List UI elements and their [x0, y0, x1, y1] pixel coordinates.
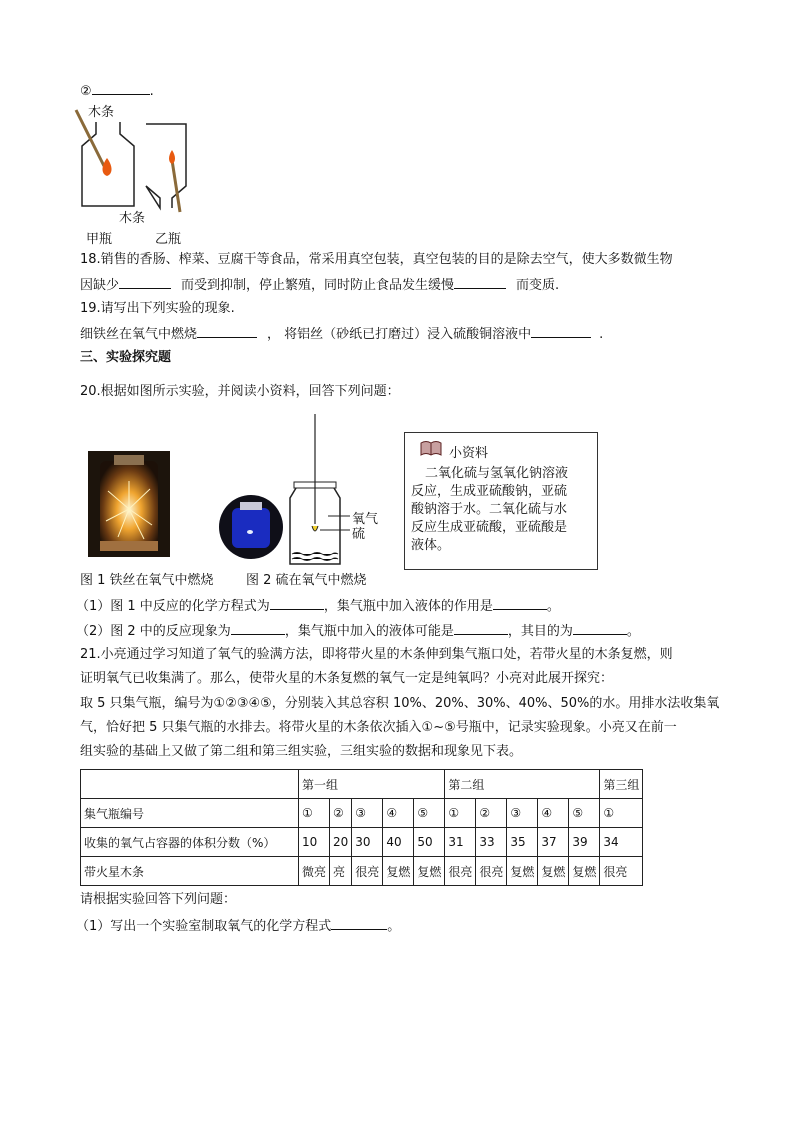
line-tail: . [149, 84, 154, 99]
sulfur-burning-photo [218, 494, 284, 560]
table-cell: 很亮 [600, 857, 643, 886]
table-cell: 39 [569, 828, 600, 857]
q21-line2: 证明氧气已收集满了。那么，使带火星的木条复燃的氧气一定是纯氧吗？小亮对此展开探究： [80, 671, 614, 686]
table-cell: 34 [600, 828, 643, 857]
q20-sub2 [76, 620, 640, 642]
q20-s1-blank-1[interactable] [270, 595, 324, 610]
oxygen-label: 氧气 [352, 512, 379, 527]
q20-s1-blank-2[interactable] [493, 595, 547, 610]
q18-blank-2[interactable] [454, 274, 506, 289]
table-cell: 35 [507, 828, 538, 857]
table-cell: 复燃 [383, 857, 414, 886]
table-cell: ① [445, 799, 476, 828]
table-row-ids [81, 799, 643, 828]
iron-burning-photo [88, 451, 170, 557]
table-cell: 40 [383, 828, 414, 857]
table-cell: ⑤ [414, 799, 445, 828]
info-box [404, 432, 598, 570]
q21-s1-tail: 。 [387, 919, 401, 934]
q18-line1: 18.销售的香肠、榨菜、豆腐干等食品，常采用真空包装，真空包装的目的是除去空气，使大多数微生物 [80, 252, 673, 267]
q18-text-c: 而变质. [516, 278, 560, 293]
q20-s1-text-a: （1）图 1 中反应的化学方程式为 [76, 599, 270, 614]
q18-text-a: 因缺少 [80, 278, 120, 293]
q20-s2-text-b: ，集气瓶中加入的液体可能是 [284, 624, 454, 639]
info-line-2: 反应，生成亚硫酸钠，亚硫 [411, 484, 568, 499]
q19-text-2: ， 将铝丝（砂纸已打磨过）浸入硫酸铜溶液中 [267, 327, 532, 342]
table-cell: ⑤ [569, 799, 600, 828]
q19-title: 19.请写出下列实验的现象. [80, 301, 235, 316]
wood-stick-jia [76, 110, 104, 166]
jia-bottle-label: 甲瓶 [86, 232, 113, 247]
section-title: 三、实验探究题 [80, 350, 172, 365]
q21-line4: 气，恰好把 5 只集气瓶的水排去。将带火星的木条依次插入①~⑤号瓶中，记录实验现象。小亮又在前一 [80, 720, 677, 735]
row-label: 带火星木条 [81, 857, 299, 886]
q20-s2-text-d: 。 [626, 624, 640, 639]
table-cell: ④ [383, 799, 414, 828]
table-cell: 33 [476, 828, 507, 857]
q19-text-3: . [599, 327, 604, 342]
table-cell: 复燃 [569, 857, 600, 886]
q18-line2 [80, 274, 559, 296]
q19-text-1: 细铁丝在氧气中燃烧 [80, 327, 198, 342]
row-label: 收集的氧气占容器的体积分数（%） [81, 828, 299, 857]
q20-s2-blank-3[interactable] [573, 620, 627, 635]
table-cell: 亮 [330, 857, 352, 886]
q20-s1-text-c: 。 [546, 599, 560, 614]
q20-s2-text-c: ，其目的为 [507, 624, 573, 639]
experiment-table [80, 769, 643, 886]
table-cell: ③ [507, 799, 538, 828]
table-cell: 10 [299, 828, 330, 857]
flask-diagram [74, 104, 204, 214]
wood-stick-label-top: 木条 [88, 105, 115, 120]
figure1-caption: 图 1 铁丝在氧气中燃烧 [80, 573, 214, 588]
question-marker: ② [80, 84, 92, 99]
q20-s1-text-b: ，集气瓶中加入液体的作用是 [323, 599, 493, 614]
group-header: 第三组 [600, 770, 643, 799]
group-header: 第一组 [299, 770, 445, 799]
table-row-groups [81, 770, 643, 799]
q21-s1-text: （1）写出一个实验室制取氧气的化学方程式 [76, 919, 332, 934]
q21-line3: 取 5 只集气瓶，编号为①②③④⑤，分别装入其总容积 10%、20%、30%、40%、50%的水。用排水法收集氧 [80, 696, 720, 711]
yi-bottle-label: 乙瓶 [155, 232, 182, 247]
q20-s2-blank-2[interactable] [454, 620, 508, 635]
q21-line5: 组实验的基础上又做了第二组和第三组实验，三组实验的数据和现象见下表。 [80, 744, 523, 759]
group-header: 第二组 [445, 770, 600, 799]
info-line-1: 二氧化硫与氢氧化钠溶液 [425, 466, 569, 481]
table-cell: 31 [445, 828, 476, 857]
answer-blank[interactable] [92, 80, 150, 95]
q21-after-table: 请根据实验回答下列问题： [80, 892, 237, 907]
table-cell: 复燃 [507, 857, 538, 886]
table-cell: ① [600, 799, 643, 828]
table-cell: 很亮 [476, 857, 507, 886]
sulfur-bottle-diagram [284, 414, 396, 570]
q19-blank-2[interactable] [531, 323, 591, 338]
table-corner-cell [81, 770, 299, 799]
flame-jia [103, 158, 112, 176]
q18-text-b: 而受到抑制，停止繁殖，同时防止食品发生缓慢 [181, 278, 455, 293]
row-label: 集气瓶编号 [81, 799, 299, 828]
table-cell: 复燃 [414, 857, 445, 886]
q21-sub1 [76, 915, 400, 937]
q20-title: 20.根据如图所示实验，并阅读小资料，回答下列问题： [80, 384, 400, 399]
table-row-results [81, 857, 643, 886]
q19-line [80, 323, 603, 345]
info-line-5: 液体。 [411, 538, 451, 553]
table-cell: 很亮 [352, 857, 383, 886]
table-cell: ③ [352, 799, 383, 828]
table-cell: 30 [352, 828, 383, 857]
table-cell: 50 [414, 828, 445, 857]
question-marker-line [80, 80, 154, 102]
table-cell: ① [299, 799, 330, 828]
table-row-percents [81, 828, 643, 857]
info-line-4: 反应生成亚硫酸，亚硫酸是 [411, 520, 568, 535]
flame-yi [169, 150, 175, 164]
table-cell: 复燃 [538, 857, 569, 886]
q20-sub1 [76, 595, 560, 617]
yi-bottle-outline [146, 124, 186, 208]
table-cell: 37 [538, 828, 569, 857]
table-cell: ② [330, 799, 352, 828]
q20-s2-blank-1[interactable] [231, 620, 285, 635]
q19-blank-1[interactable] [197, 323, 257, 338]
q21-s1-blank[interactable] [331, 915, 387, 930]
book-icon [419, 439, 443, 457]
q18-blank-1[interactable] [119, 274, 171, 289]
table-cell: 很亮 [445, 857, 476, 886]
wood-stick-label-bottom: 木条 [119, 211, 146, 226]
table-cell: 20 [330, 828, 352, 857]
q21-line1: 21.小亮通过学习知道了氧气的验满方法，即将带火星的木条伸到集气瓶口处，若带火星的木条复燃，则 [80, 647, 673, 662]
info-title: 小资料 [449, 446, 489, 461]
wood-stick-yi [172, 160, 180, 212]
table-cell: 微亮 [299, 857, 330, 886]
table-cell: ② [476, 799, 507, 828]
sulfur-label: 硫 [352, 527, 366, 542]
info-line-3: 酸钠溶于水。二氧化硫与水 [411, 502, 568, 517]
table-cell: ④ [538, 799, 569, 828]
figure2-caption: 图 2 硫在氧气中燃烧 [246, 573, 367, 588]
q20-s2-text-a: （2）图 2 中的反应现象为 [76, 624, 231, 639]
